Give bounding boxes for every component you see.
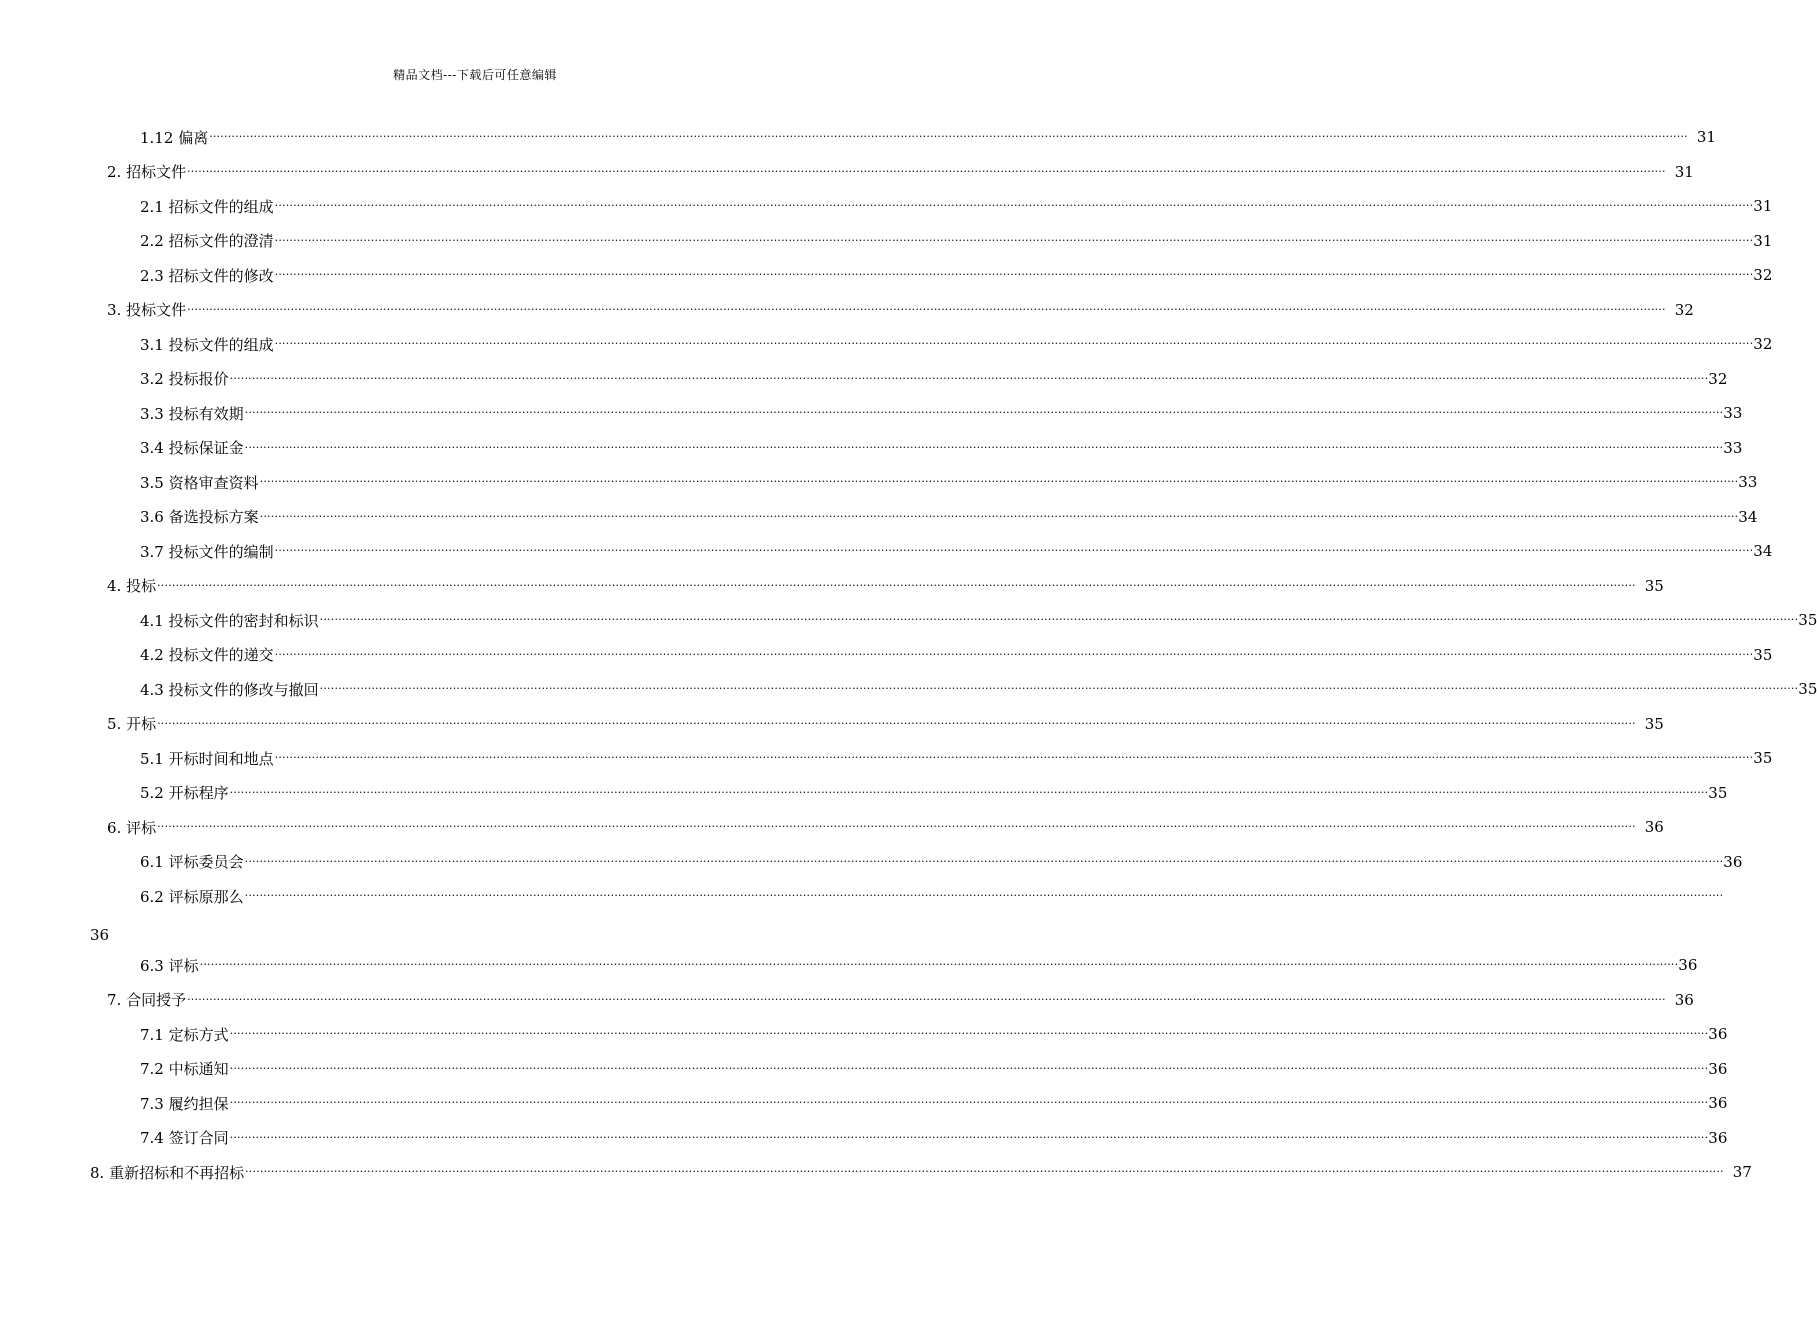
toc-entry-title: [140, 437, 245, 458]
toc-leader-dots: ················································································································································································································································································································································································································: [229, 1130, 1709, 1144]
toc-entry-page-number: 35: [1753, 749, 1773, 767]
toc-leader-dots: ················································································································································································································································································································································································································: [259, 475, 1739, 488]
toc-entry[interactable]: [140, 603, 1817, 637]
toc-entry[interactable]: [140, 1052, 1728, 1086]
toc-entry-label: 招标文件的澄清: [168, 232, 274, 250]
toc-entry-title: [140, 1024, 230, 1045]
toc-entry-label: 招标文件的组成: [168, 197, 274, 216]
toc-entry-number: 4.3: [140, 680, 164, 699]
toc-entry-number: 3.5: [140, 473, 164, 492]
toc-entry-page-number: 36: [1674, 990, 1694, 1009]
toc-entry-label: 开标: [126, 715, 157, 733]
toc-entry-label: 投标文件的编制: [168, 542, 274, 561]
toc-leader-dots: ················································································································································································································································································································································································································: [157, 820, 1636, 833]
toc-entry-number: 3.: [107, 301, 122, 319]
toc-leader-dots: ················································································································································································································································································································································································································: [259, 509, 1739, 523]
toc-entry[interactable]: [140, 258, 1773, 292]
toc-leader-dots: ················································································································································································································································································································································································································: [187, 992, 1666, 1006]
toc-entry[interactable]: [107, 983, 1694, 1017]
toc-entry-page-number: 35: [1644, 714, 1664, 733]
toc-entry-number: 6.: [107, 818, 122, 837]
toc-entry-page-number: 36: [1678, 956, 1698, 974]
toc-entry-page-number: 36: [1708, 1025, 1728, 1043]
toc-entry-label: 招标文件: [126, 163, 187, 181]
toc-entry-title: [140, 368, 230, 389]
toc-leader-dots: ················································································································································································································································································································································································································: [244, 406, 1724, 419]
toc-entry-page-number: 33: [1738, 473, 1758, 491]
toc-entry-label: 签订合同: [168, 1129, 229, 1147]
toc-leader-dots: ················································································································································································································································································································································································································: [274, 544, 1754, 557]
toc-entry-label: 投标文件: [126, 301, 187, 319]
toc-entry-number: 3.3: [140, 404, 164, 423]
toc-entry-title: [140, 1093, 230, 1114]
toc-entry-title: [140, 472, 260, 493]
toc-entry-number: 3.2: [140, 370, 164, 388]
toc-entry-page-number: 35: [1798, 680, 1817, 698]
toc-leader-dots: ················································································································································································································································································································································································································: [157, 578, 1636, 592]
toc-entry[interactable]: [140, 500, 1758, 534]
toc-entry-number: 7.4: [140, 1129, 164, 1147]
toc-entry-label: 合同授予: [126, 991, 187, 1009]
toc-entry-page-number: 32: [1753, 335, 1773, 353]
toc-entry-page-number: 35: [1708, 783, 1728, 802]
toc-leader-dots: ················································································································································································································································································································································································································: [244, 889, 1724, 902]
toc-entry[interactable]: [107, 293, 1694, 327]
toc-entry-title: [107, 713, 157, 734]
toc-entry-title: [107, 575, 157, 596]
toc-entry-number: 6.3: [140, 956, 164, 975]
toc-entry[interactable]: [140, 1121, 1728, 1155]
toc-entry[interactable]: [140, 189, 1773, 223]
toc-entry-title: [140, 679, 320, 700]
toc-leader-dots: ················································································································································································································································································································································································································: [199, 958, 1679, 971]
toc-entry-label: 资格审查资料: [168, 473, 259, 492]
toc-entry-label: 开标程序: [168, 784, 229, 802]
toc-entry-label: 评标原那么: [168, 887, 244, 906]
page-header: 精品文档---下载后可任意编辑: [393, 68, 557, 82]
toc-entry[interactable]: [140, 327, 1773, 361]
toc-entry-title: [140, 127, 209, 148]
toc-leader-dots: ················································································································································································································································································································································································································: [157, 716, 1636, 730]
toc-entry-title: [140, 644, 275, 665]
toc-entry-number: 3.4: [140, 439, 164, 457]
toc-entry-title: [140, 334, 275, 355]
toc-entry-page-number: 36: [1644, 818, 1664, 836]
toc-entry-page-number: 32: [1674, 300, 1694, 319]
toc-entry-number: 4.1: [140, 611, 164, 630]
toc-entry-page-number: 31: [1674, 162, 1694, 181]
toc-entry-label: 评标: [126, 818, 157, 837]
toc-entry-title: [140, 955, 200, 976]
toc-entry-page-number: 34: [1738, 507, 1758, 526]
toc-leader-dots: ················································································································································································································································································································································································································: [245, 1165, 1724, 1178]
toc-entry-number: 7.2: [140, 1060, 164, 1078]
toc-entry-page-number: 35: [1753, 645, 1773, 664]
toc-leader-dots: ················································································································································································································································································································································································································: [319, 613, 1799, 626]
toc-entry-label: 开标时间和地点: [168, 749, 274, 768]
toc-entry-page-number: 31: [1696, 128, 1716, 146]
toc-entry-title: [140, 403, 245, 424]
toc-entry[interactable]: [140, 638, 1773, 672]
toc-entry-number: 2.3: [140, 266, 164, 285]
toc-entry[interactable]: [140, 396, 1743, 430]
toc-entry-page-number: 33: [1723, 404, 1743, 422]
toc-entry-page-number: 36: [1708, 1128, 1728, 1147]
toc-entry-number: 6.2: [140, 887, 164, 906]
toc-entry[interactable]: [140, 1017, 1728, 1051]
toc-entry[interactable]: [140, 879, 1724, 913]
toc-entry[interactable]: [140, 1086, 1728, 1120]
toc-leader-dots: ················································································································································································································································································································································································································: [187, 164, 1666, 178]
toc-entry-label: 投标文件的递交: [168, 646, 274, 664]
toc-entry-title: [140, 1058, 230, 1079]
toc-entry[interactable]: [140, 948, 1698, 982]
toc-leader-dots: ················································································································································································································································································································································································································: [209, 130, 1688, 143]
toc-leader-dots: ················································································································································································································································································································································································································: [229, 1027, 1709, 1040]
toc-entry-page-number: 35: [1798, 611, 1817, 629]
toc-entry-label: 中标通知: [168, 1060, 229, 1078]
toc-entry-label: 投标文件的修改与撤回: [168, 680, 319, 699]
toc-entry-title: [140, 886, 245, 907]
toc-entry-label: 投标报价: [168, 370, 229, 388]
toc-leader-dots: ················································································································································································································································································································································································································: [274, 268, 1754, 281]
toc-leader-dots: ················································································································································································································································································································································································································: [274, 199, 1754, 212]
toc-entry-label: 投标文件的组成: [168, 335, 274, 354]
toc-entry-page-number: 31: [1753, 197, 1773, 215]
toc-leader-dots: ················································································································································································································································································································································································································: [274, 233, 1754, 247]
toc-entry-label: 投标: [126, 577, 157, 595]
toc-entry-title: [107, 161, 187, 182]
toc-entry-title: [107, 817, 157, 838]
toc-entry-title: [140, 506, 260, 527]
toc-entry-number: 5.: [107, 715, 122, 733]
toc-leader-dots: ················································································································································································································································································································································································································: [229, 371, 1709, 385]
toc-entry-title: [140, 265, 275, 286]
toc-entry-number: 8.: [90, 1163, 105, 1182]
toc-leader-dots: ················································································································································································································································································································································································································: [274, 751, 1754, 764]
toc-entry-number: 7.: [107, 991, 122, 1009]
toc-leader-dots: ················································································································································································································································································································································································································: [319, 682, 1799, 695]
toc-entry-number: 3.6: [140, 508, 164, 526]
toc-entry-number: 2.1: [140, 197, 164, 216]
toc-entry[interactable]: [90, 1155, 1752, 1189]
toc-entry-label: 投标有效期: [168, 404, 244, 423]
toc-leader-dots: ················································································································································································································································································································································································································: [274, 337, 1754, 350]
toc-entry-number: 5.2: [140, 784, 164, 802]
toc-entry-number: 2.: [107, 163, 122, 181]
toc-entry-page-number: 36: [1708, 1059, 1728, 1078]
toc-entry-title: [140, 610, 320, 631]
toc-entry-title: [90, 1162, 245, 1183]
toc-entry[interactable]: [140, 431, 1743, 465]
toc-entry[interactable]: [107, 155, 1694, 189]
toc-entry-number: 3.7: [140, 542, 164, 561]
toc-entry-label: 履约担保: [168, 1094, 229, 1113]
toc-entry-page-number: 31: [1753, 231, 1773, 250]
toc-entry[interactable]: [140, 534, 1773, 568]
toc-entry-title: [140, 1127, 230, 1148]
toc-entry-label: 评标: [168, 956, 199, 975]
toc-entry-number: 5.1: [140, 749, 164, 768]
toc-leader-dots: ················································································································································································································································································································································································································: [244, 440, 1724, 454]
toc-entry-page-number: 36: [1708, 1094, 1728, 1112]
toc-entry-number: 4.2: [140, 646, 164, 664]
toc-entry[interactable]: [107, 707, 1664, 741]
toc-entry-title: [107, 299, 187, 320]
toc-leader-dots: ················································································································································································································································································································································································································: [244, 854, 1724, 868]
toc-entry-number: 6.1: [140, 853, 164, 871]
toc-entry-title: [107, 989, 187, 1010]
toc-entry-label: 定标方式: [168, 1025, 229, 1044]
toc-entry-title: [140, 851, 245, 872]
toc-entry-label: 重新招标和不再招标: [109, 1163, 245, 1182]
toc-entry[interactable]: [140, 672, 1817, 706]
toc-entry[interactable]: [140, 224, 1773, 258]
toc-entry[interactable]: [140, 776, 1728, 810]
toc-leader-dots: ················································································································································································································································································································································································································: [229, 1061, 1709, 1075]
toc-entry-label: 投标保证金: [168, 439, 244, 457]
toc-entry[interactable]: [140, 741, 1773, 775]
toc-leader-dots: ················································································································································································································································································································································································································: [229, 785, 1709, 799]
toc-entry-label: 评标委员会: [168, 853, 244, 871]
toc-entry-number: 3.1: [140, 335, 164, 354]
toc-entry-page-number: 34: [1753, 542, 1773, 560]
toc-entry-page-number: 32: [1753, 266, 1773, 284]
toc-entry-label: 投标文件的密封和标识: [168, 611, 319, 630]
toc-entry-number: 7.3: [140, 1094, 164, 1113]
toc-entry[interactable]: [140, 465, 1758, 499]
toc-entry-number: 2.2: [140, 232, 164, 250]
toc-entry-page-number: 37: [1732, 1163, 1752, 1181]
toc-entry-label: 备选投标方案: [168, 508, 259, 526]
toc-entry-page-number: 36: [90, 925, 110, 944]
toc-leader-dots: ················································································································································································································································································································································································································: [187, 302, 1666, 316]
toc-entry-label: 招标文件的修改: [168, 266, 274, 285]
toc-leader-dots: ················································································································································································································································································································································································································: [229, 1096, 1709, 1109]
toc-entry-page-number: 32: [1708, 369, 1728, 388]
toc-entry-label: 偏离: [178, 128, 209, 147]
toc-entry-title: [140, 748, 275, 769]
toc-entry-page-number: 35: [1644, 576, 1664, 595]
toc-entry[interactable]: [140, 120, 1716, 154]
toc-entry[interactable]: [107, 569, 1664, 603]
toc-leader-dots: ················································································································································································································································································································································································································: [274, 647, 1754, 661]
toc-entry-number: 7.1: [140, 1025, 164, 1044]
toc-entry-page-number: 36: [1723, 852, 1743, 871]
toc-entry[interactable]: [140, 362, 1728, 396]
toc-entry-number: 1.12: [140, 128, 174, 147]
toc-entry[interactable]: [107, 810, 1664, 844]
toc-entry-title: [140, 541, 275, 562]
toc-entry-title: [140, 196, 275, 217]
toc-entry-title: [140, 782, 230, 803]
toc-entry[interactable]: [140, 845, 1743, 879]
toc-entry-page-number: 33: [1723, 438, 1743, 457]
toc-entry-number: 4.: [107, 577, 122, 595]
toc-entry-title: [140, 230, 275, 251]
